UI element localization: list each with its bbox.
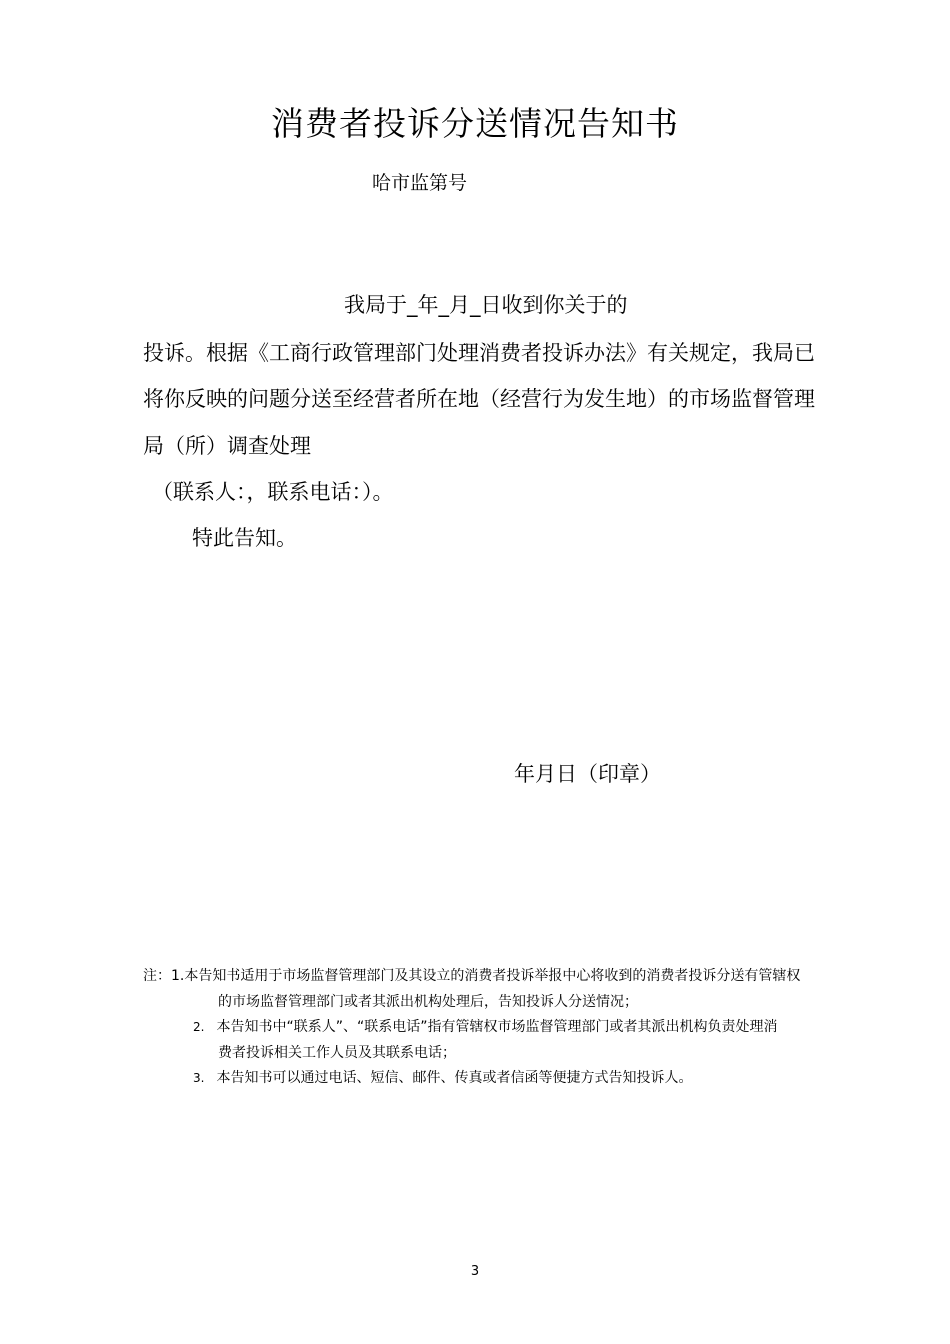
body-line-2: 投诉。根据《工商行政管理部门处理消费者投诉办法》有关规定，我局已	[143, 341, 815, 365]
page-number: 3	[470, 1264, 480, 1279]
note-3-number: 3.	[193, 1071, 205, 1085]
body-line-1: 我局于_年_月_日收到你关于的	[344, 293, 628, 317]
note-2-text: 本告知书中“联系人”、“联系电话”指有管辖权市场监督管理部门或者其派出机构负责处理消	[216, 1019, 778, 1035]
body-line-3: 将你反映的问题分送至经营者所在地（经营行为发生地）的市场监督管理	[143, 387, 815, 411]
document-title: 消费者投诉分送情况告知书	[271, 104, 679, 143]
note-3	[193, 1071, 692, 1085]
document-number: 哈市监第号	[372, 172, 468, 194]
closing-line: 特此告知。	[192, 526, 297, 550]
body-line-4: 局（所）调查处理	[143, 434, 311, 458]
note-1-continued: 的市场监督管理部门或者其派出机构处理后，告知投诉人分送情况；	[218, 994, 638, 1010]
date-seal: 年月日（印章）	[514, 762, 661, 786]
note-2-continued: 费者投诉相关工作人员及其联系电话；	[218, 1045, 456, 1061]
note-2-number: 2.	[193, 1020, 205, 1034]
contact-info-line: （联系人：，联系电话：）。	[152, 480, 394, 504]
note-3-text: 本告知书可以通过电话、短信、邮件、传真或者信函等便捷方式告知投诉人。	[216, 1070, 693, 1086]
note-1: 注：1.本告知书适用于市场监督管理部门及其设立的消费者投诉举报中心将收到的消费者投诉分送有管辖权	[143, 968, 801, 984]
note-2	[193, 1020, 777, 1034]
